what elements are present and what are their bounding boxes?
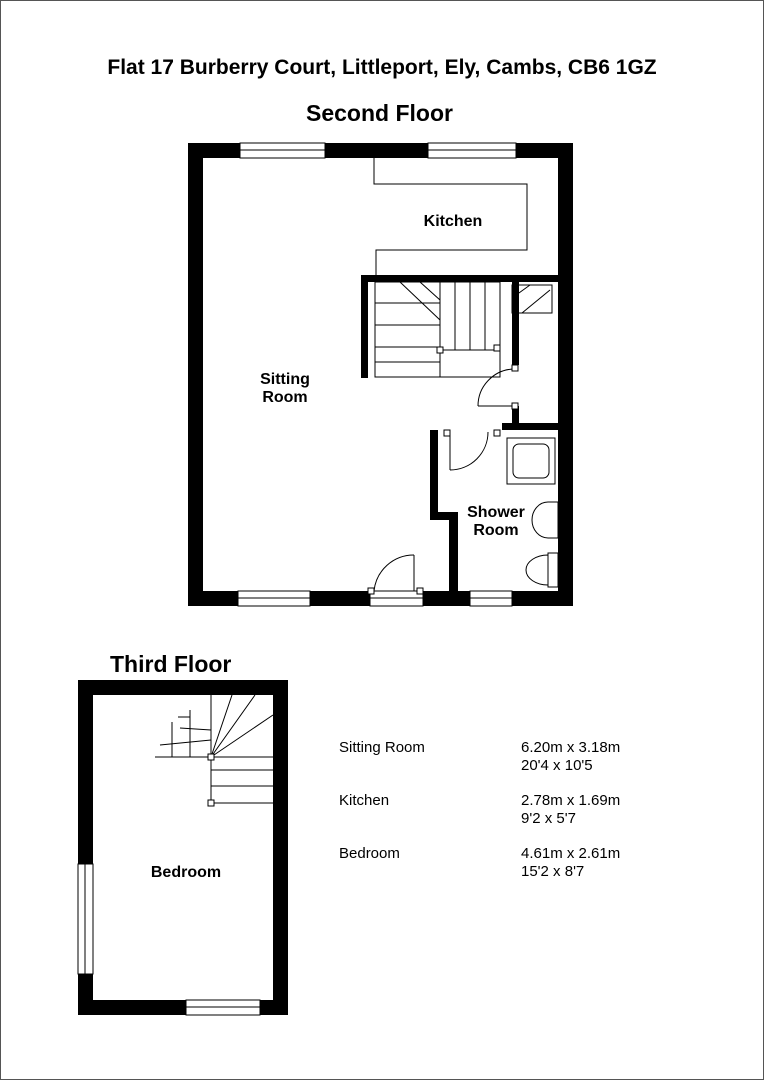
third-floor-plan (78, 680, 288, 1015)
dimension-metric: 6.20m x 3.18m (521, 739, 621, 756)
bedroom-label: Bedroom (150, 864, 222, 881)
second-floor-heading: Second Floor (306, 100, 453, 126)
shower-top-wall (502, 423, 573, 430)
kitchen-label: Kitchen (423, 213, 483, 230)
kitchen-partition-wall (361, 275, 573, 282)
shower-west-wall-upper (430, 430, 438, 518)
shower-tray (507, 438, 555, 484)
third-north-wall (78, 680, 288, 695)
dimension-imperial: 20'4 x 10'5 (521, 757, 593, 774)
window-west-bedroom (78, 864, 93, 974)
window-north-left (240, 143, 325, 158)
entrance-door (368, 555, 423, 606)
third-east-wall (273, 680, 288, 1015)
staircase-second-floor (375, 282, 552, 377)
hall-wall-upper (512, 282, 519, 365)
east-wall (558, 143, 573, 606)
dimension-metric: 4.61m x 2.61m (521, 845, 621, 862)
sitting-room-label: Sitting Room (260, 371, 310, 406)
window-north-right (428, 143, 516, 158)
dimension-metric: 2.78m x 1.69m (521, 792, 621, 809)
window-south-bedroom (186, 1000, 260, 1015)
property-address-title: Flat 17 Burberry Court, Littleport, Ely, Cambs, CB6 1GZ (107, 56, 657, 79)
window-south-shower (470, 591, 512, 606)
dimension-room-name: Sitting Room (339, 739, 425, 756)
dimension-room-name: Kitchen (339, 792, 390, 809)
shower-door (444, 430, 500, 470)
dimension-room-name: Bedroom (339, 845, 400, 862)
shower-room-label: Shower Room (467, 504, 525, 539)
toilet (526, 553, 558, 587)
staircase-third-floor (155, 695, 273, 806)
stair-left-wall (361, 282, 368, 378)
dimension-imperial: 9'2 x 5'7 (521, 810, 576, 827)
dimension-imperial: 15'2 x 8'7 (521, 863, 585, 880)
hall-door (478, 365, 518, 409)
third-floor-heading: Third Floor (110, 651, 232, 677)
third-floor-details (78, 695, 273, 1015)
west-wall (188, 143, 203, 606)
window-south-left (238, 591, 310, 606)
